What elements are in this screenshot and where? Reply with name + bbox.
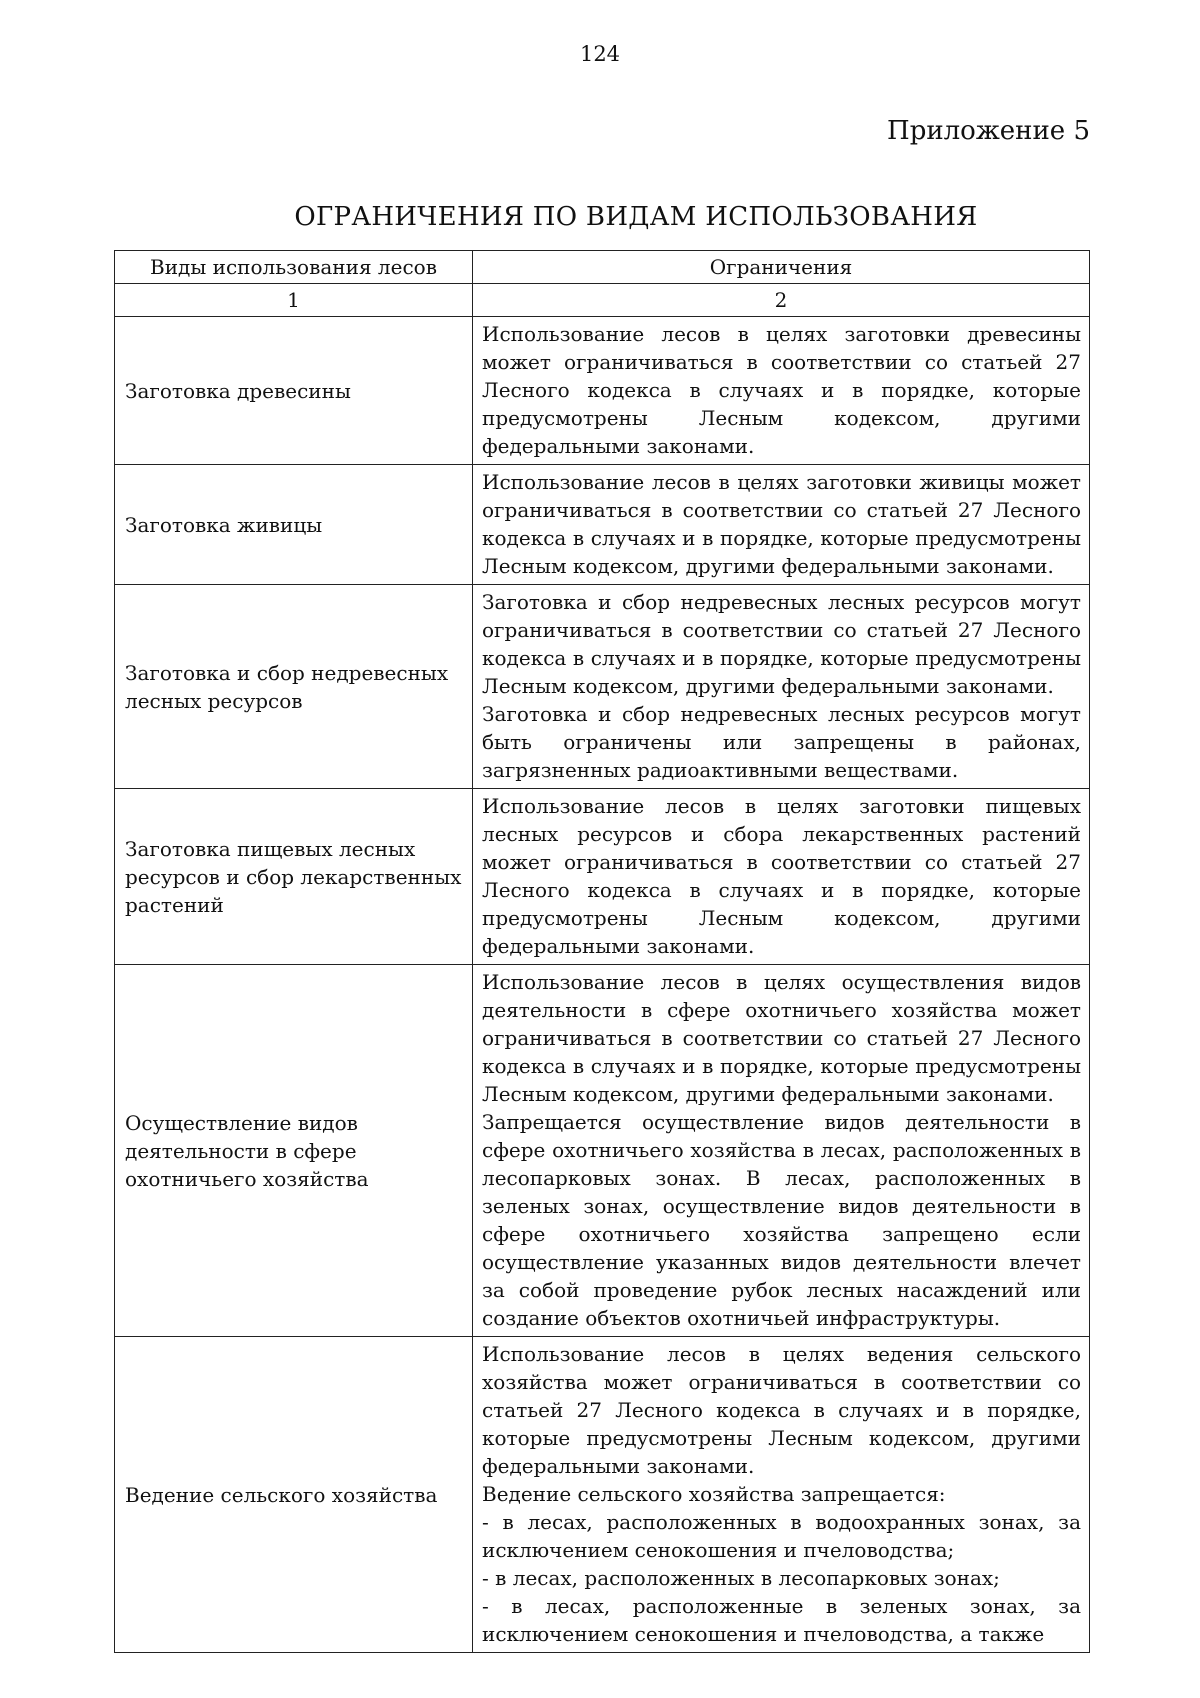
restriction-cell bbox=[473, 965, 1090, 1337]
document-title: ОГРАНИЧЕНИЯ ПО ВИДАМ ИСПОЛЬЗОВАНИЯ bbox=[294, 202, 978, 232]
table-row bbox=[115, 965, 1090, 1337]
restriction-cell bbox=[473, 1337, 1090, 1653]
table-header-row bbox=[115, 251, 1090, 284]
restriction-cell bbox=[473, 789, 1090, 965]
table-row bbox=[115, 465, 1090, 585]
restriction-paragraph: - в лесах, расположенные в зеленых зонах, за исключением сенокошения и пчеловодства, а также bbox=[482, 1594, 1081, 1646]
appendix-label: Приложение 5 bbox=[887, 116, 1090, 146]
column-number-1: 1 bbox=[115, 284, 473, 317]
restriction-paragraph: Использование лесов в целях заготовки пищевых лесных ресурсов и сбора лекарственных растений может ограничиваться в соответствии со статьей 27 Лесного кодекса в случаях и в порядке, которые предусмотрены Лесным кодексом, другими федеральными законами. bbox=[482, 794, 1081, 958]
usage-type-cell: Заготовка и сбор недревесных лесных ресурсов bbox=[115, 585, 473, 789]
header-restrictions: Ограничения bbox=[473, 251, 1090, 284]
restriction-paragraph: Использование лесов в целях ведения сельского хозяйства может ограничиваться в соответствии со статьей 27 Лесного кодекса в случаях и в порядке, которые предусмотрены Лесным кодексом, другими федеральными законами. bbox=[482, 1342, 1081, 1478]
column-number-2: 2 bbox=[473, 284, 1090, 317]
header-usage-types: Виды использования лесов bbox=[115, 251, 473, 284]
table-row bbox=[115, 789, 1090, 965]
page-number: 124 bbox=[579, 42, 621, 66]
usage-type-cell: Осуществление видов деятельности в сфере охотничьего хозяйства bbox=[115, 965, 473, 1337]
column-number-row bbox=[115, 284, 1090, 317]
table-row bbox=[115, 585, 1090, 789]
restrictions-table bbox=[114, 250, 1090, 1653]
usage-type-cell: Заготовка древесины bbox=[115, 317, 473, 465]
restriction-paragraph: Ведение сельского хозяйства запрещается: bbox=[482, 1482, 946, 1506]
restriction-paragraph: Использование лесов в целях осуществления видов деятельности в сфере охотничьего хозяйства может ограничиваться в соответствии со статьей 27 Лесного кодекса в случаях и в порядке, которые предусмотрены Лесным кодексом, другими федеральными законами. bbox=[482, 970, 1081, 1106]
usage-type-cell: Заготовка живицы bbox=[115, 465, 473, 585]
restriction-paragraph: Заготовка и сбор недревесных лесных ресурсов могут быть ограничены или запрещены в районах, загрязненных радиоактивными веществами. bbox=[482, 702, 1081, 782]
table-row bbox=[115, 317, 1090, 465]
restriction-paragraph: Заготовка и сбор недревесных лесных ресурсов могут ограничиваться в соответствии со статьей 27 Лесного кодекса в случаях и в порядке, которые предусмотрены Лесным кодексом, другими федеральными законами. bbox=[482, 590, 1081, 698]
table-row bbox=[115, 1337, 1090, 1653]
restriction-cell bbox=[473, 585, 1090, 789]
restriction-paragraph: Использование лесов в целях заготовки живицы может ограничиваться в соответствии со статьей 27 Лесного кодекса в случаях и в порядке, которые предусмотрены Лесным кодексом, другими федеральными законами. bbox=[482, 470, 1081, 578]
usage-type-cell: Ведение сельского хозяйства bbox=[115, 1337, 473, 1653]
usage-type-cell: Заготовка пищевых лесных ресурсов и сбор лекарственных растений bbox=[115, 789, 473, 965]
restriction-cell bbox=[473, 317, 1090, 465]
restriction-paragraph: Запрещается осуществление видов деятельности в сфере охотничьего хозяйства в лесах, расположенных в лесопарковых зонах. В лесах, расположенных в зеленых зонах, осуществление видов деятельности в сфере охотничьего хозяйства запрещено если осуществление указанных видов деятельности влечет за собой проведение рубок лесных насаждений или создание объектов охотничьей инфраструктуры. bbox=[482, 1110, 1081, 1330]
restriction-paragraph: - в лесах, расположенных в лесопарковых зонах; bbox=[482, 1566, 1000, 1590]
restriction-paragraph: Использование лесов в целях заготовки древесины может ограничиваться в соответствии со статьей 27 Лесного кодекса в случаях и в порядке, которые предусмотрены Лесным кодексом, другими федеральными законами. bbox=[482, 322, 1081, 458]
restriction-cell bbox=[473, 465, 1090, 585]
restriction-paragraph: - в лесах, расположенных в водоохранных зонах, за исключением сенокошения и пчеловодства; bbox=[482, 1510, 1081, 1562]
